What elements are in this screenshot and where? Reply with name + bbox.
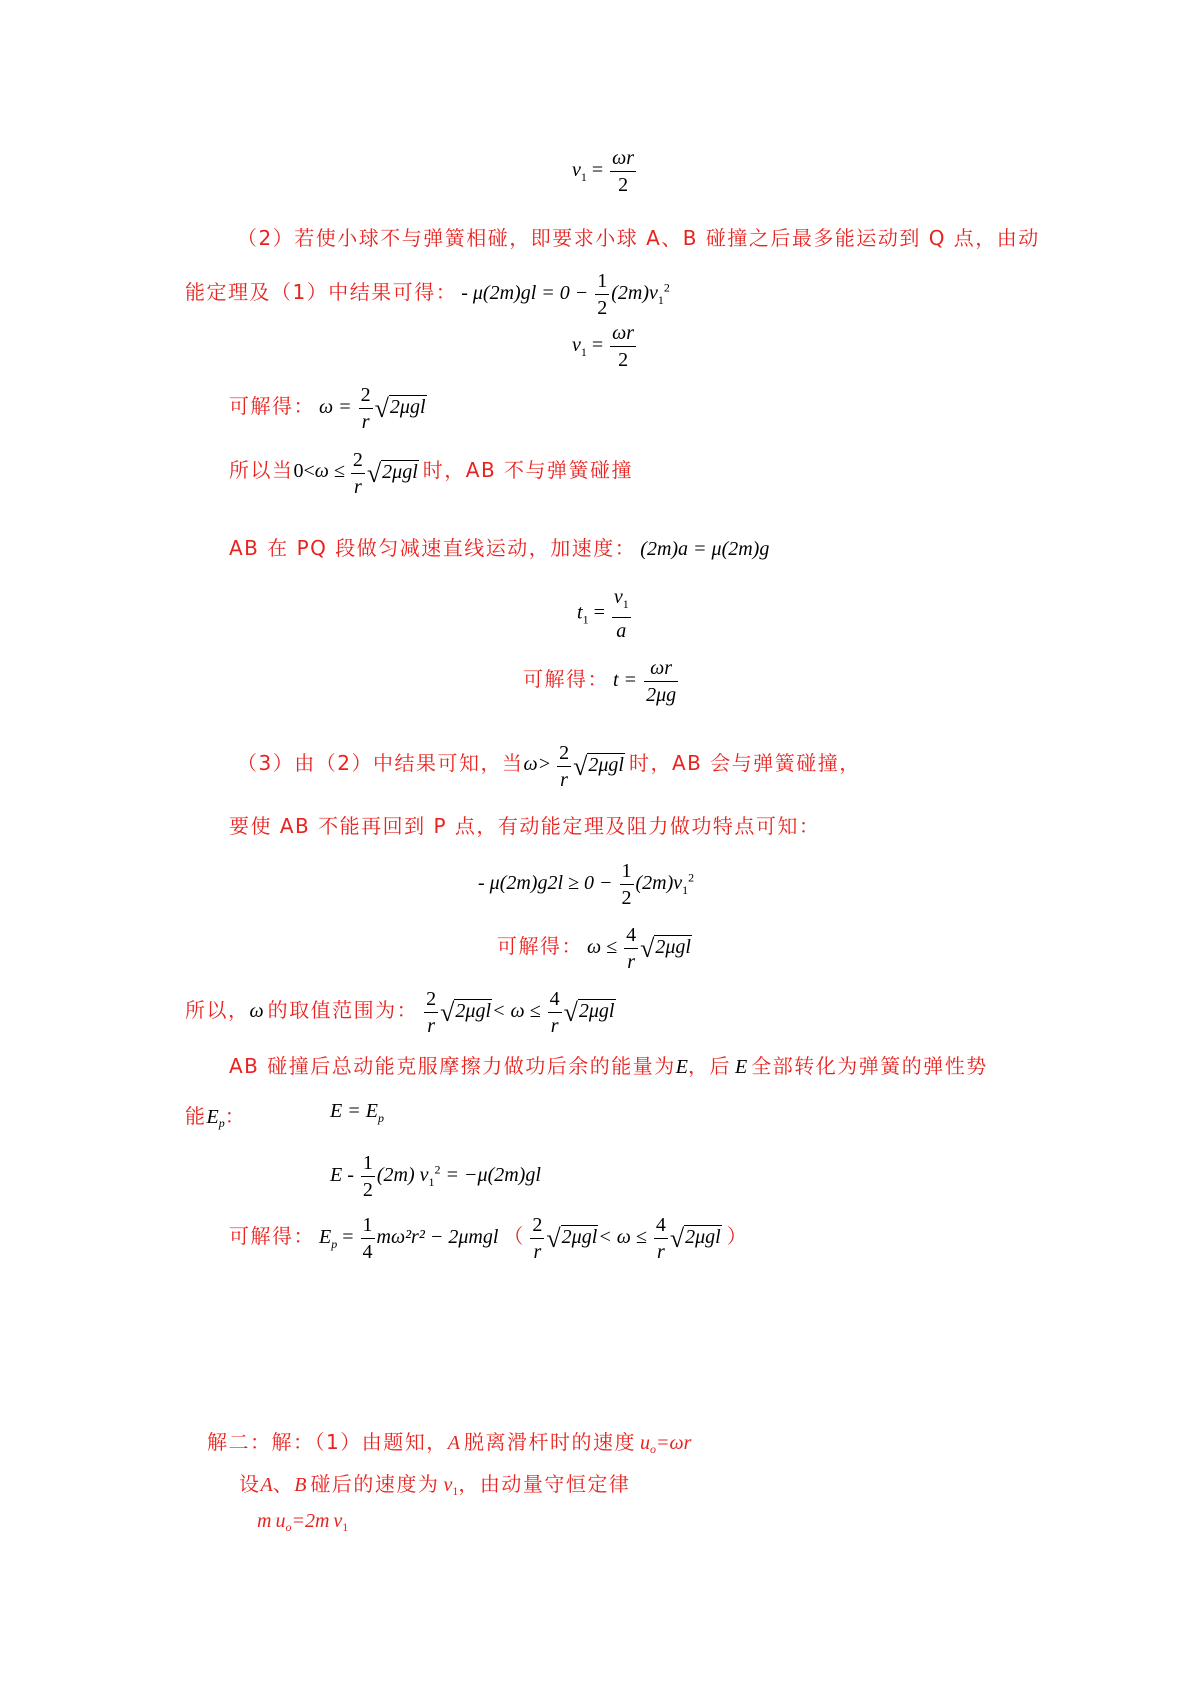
paragraph-3-prefix: （3）由（2）中结果可知，当	[237, 751, 524, 776]
range-omega: ω ≤	[314, 460, 345, 483]
equation-Ep: $E_p$ = $\frac{1}{4}$ mω²r² − 2μmgl （ $\frac{2}{r}$ √2μgl< ω ≤ $\frac{4}{r}$ √2μgl ）	[319, 1214, 747, 1263]
final-range-omega: ω	[249, 1000, 264, 1023]
return-condition-line: 要使 AB 不能再回到 P 点，有动能定理及阻力做功特点可知：	[229, 814, 821, 838]
range-zero: 0<	[293, 460, 315, 483]
range-line	[229, 447, 633, 500]
solution2-text-b: 脱离滑杆时的速度	[463, 1430, 636, 1454]
equation-energy1: - μ(2m)gl = 0 − $\frac{1}{2}$ $(2m)v_1^2$	[461, 270, 670, 319]
solution2-symbol-v: v	[443, 1474, 453, 1496]
solution2-text-d: 碰后的速度为	[310, 1472, 440, 1496]
paragraph-3-suffix: 时，AB 会与弹簧碰撞，	[628, 751, 861, 776]
elastic-energy-symbol: E	[206, 1106, 219, 1128]
energy-paragraph-text-a: AB 碰撞后总动能克服摩擦力做功后余的能量为	[229, 1054, 676, 1078]
solution2-separator: 、	[272, 1472, 295, 1496]
energy-paragraph-text-c: 全部转化为弹簧的弹性势	[751, 1054, 988, 1078]
equation-deceleration: (2m)a = μ(2m)g	[640, 538, 770, 560]
solve-t-line	[523, 655, 680, 708]
solution2-momentum-equation: m $u_o=2m$ $v_1$	[257, 1510, 349, 1535]
energy-paragraph-colon: ：	[224, 1104, 247, 1128]
equation-E-balance: E - $\frac{1}{2}$ (2m) $v_1^2 = -\mu(2m)gl$	[330, 1152, 541, 1201]
solve-label: 可解得：	[229, 394, 315, 419]
paragraph-3-root: √2μgl	[573, 751, 624, 781]
range-fraction: $\frac{2}{r}$	[352, 449, 363, 498]
equation-omega2: ω ≤ $\frac{4}{r}$ √2μgl	[587, 924, 691, 973]
paragraph-3-omega: ω>	[523, 753, 552, 776]
range-suffix: 时，AB 不与弹簧碰撞	[422, 458, 634, 483]
energy-symbol-1: E	[675, 1056, 688, 1078]
equation-v1-mid: $v_1$ = $\frac{\omega r}{2}$	[572, 322, 635, 371]
deceleration-text: AB 在 PQ 段做匀减速直线运动，加速度：	[229, 536, 637, 560]
paragraph-3	[237, 740, 861, 793]
equation-omega: ω = $\frac{2}{r}$ √2μgl	[319, 384, 426, 433]
paragraph-2-line2	[185, 268, 670, 321]
paragraph-2-line2-text: 能定理及（1）中结果可得：	[185, 280, 458, 305]
solve-Ep-label: 可解得：	[229, 1224, 315, 1249]
solve-omega2-line	[497, 922, 692, 975]
solution2-u-equals: =ωr	[655, 1432, 692, 1454]
solution2-symbol-B: B	[294, 1474, 307, 1496]
solution2-text-a: 解二：解：（1）由题知，	[207, 1430, 448, 1454]
equation-t1: $t_1$ = $\frac{v_1}{a}$	[577, 586, 629, 642]
energy-paragraph-text-b: ，后	[687, 1054, 731, 1078]
equation-energy2: - μ(2m)g2l ≥ 0 − $\frac{1}{2}$ $(2m)v_1^2$	[478, 860, 695, 909]
range-prefix: 所以当	[229, 458, 294, 483]
solution2-line1	[207, 1426, 691, 1457]
range-root: √2μgl	[366, 458, 418, 488]
equation-v1-top: $v_1$ = $\frac{\omega r}{2}$	[572, 147, 635, 196]
final-range-prefix: 所以，	[185, 998, 250, 1023]
energy-symbol-2: E	[734, 1056, 748, 1078]
solution2-symbol-v-sub: 1	[452, 1484, 459, 1499]
solve-t-label: 可解得：	[523, 667, 609, 692]
elastic-energy-subscript: p	[218, 1116, 225, 1131]
solve-Ep-line	[229, 1212, 747, 1265]
energy-paragraph-line2	[185, 1100, 246, 1131]
solution2-symbol-u-sub: o	[649, 1442, 656, 1457]
final-range-text: 的取值范围为：	[267, 998, 419, 1023]
solve-omega2-label: 可解得：	[497, 934, 583, 959]
solution2-symbol-A: A	[447, 1432, 460, 1454]
final-range-line	[185, 986, 616, 1039]
paragraph-2-line1: （2）若使小球不与弹簧相碰，即要求小球 A、B 碰撞之后最多能运动到 Q 点，由动	[237, 226, 1040, 250]
deceleration-line	[229, 532, 769, 561]
equation-final-range: $\frac{2}{r}$ √2μgl< ω ≤ $\frac{4}{r}$ √2μgl	[426, 988, 615, 1037]
equation-t: t = $\frac{\omega r}{2\mu g}$	[613, 657, 677, 706]
solution2-text-e: ，由动量守恒定律	[458, 1472, 631, 1496]
solution2-line2	[239, 1468, 630, 1499]
energy-paragraph-line1	[229, 1050, 988, 1079]
solve-omega-line	[229, 382, 427, 435]
solution2-text-c: 设	[239, 1472, 261, 1496]
solution2-symbol-u: u	[639, 1432, 650, 1454]
paragraph-3-fraction: $\frac{2}{r}$	[559, 742, 570, 791]
energy-paragraph-text-d: 能	[185, 1104, 207, 1128]
solution2-symbol-A2: A	[260, 1474, 273, 1496]
equation-E-Ep: $E = E_p$	[330, 1100, 384, 1125]
